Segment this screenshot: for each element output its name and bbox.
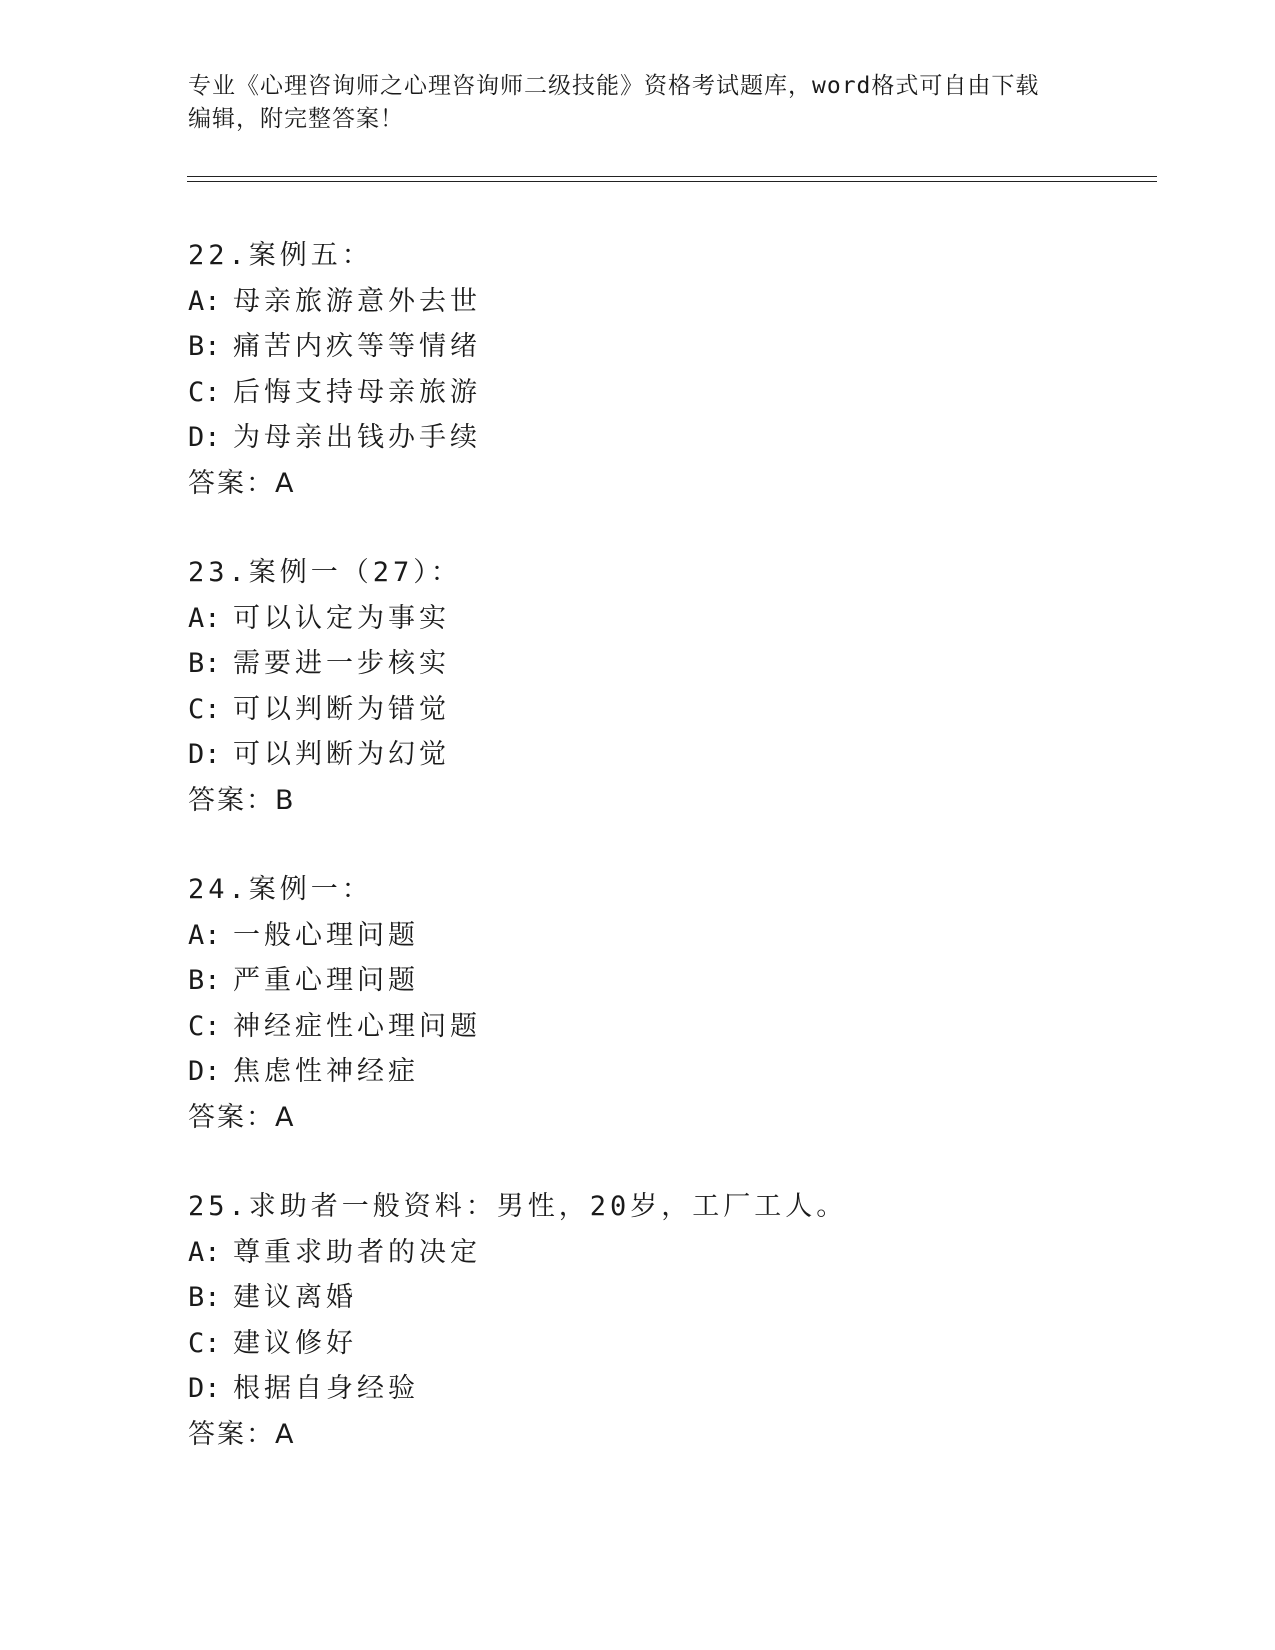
question-list bbox=[188, 233, 1148, 1457]
option-d bbox=[188, 1049, 1148, 1095]
option-b bbox=[188, 324, 1148, 370]
header-divider-top bbox=[187, 176, 1157, 177]
answer-line: 答案：B bbox=[188, 784, 296, 816]
option-letter: A: bbox=[188, 602, 221, 634]
option-letter: B: bbox=[188, 648, 221, 679]
option-text: 一般心理问题 bbox=[233, 919, 419, 951]
option-letter: C: bbox=[188, 376, 221, 408]
option-a bbox=[188, 596, 1148, 642]
option-text: 建议离婚 bbox=[233, 1282, 357, 1313]
option-a bbox=[188, 279, 1148, 325]
option-text: 焦虑性神经症 bbox=[233, 1056, 419, 1087]
header-line-2: 编辑，附完整答案！ bbox=[188, 106, 404, 132]
option-text: 需要进一步核实 bbox=[233, 648, 450, 679]
option-b bbox=[188, 641, 1148, 687]
option-letter: A: bbox=[188, 285, 221, 317]
document-header bbox=[188, 70, 1068, 136]
option-c bbox=[188, 1004, 1148, 1050]
option-letter: C: bbox=[188, 1010, 221, 1042]
option-text: 痛苦内疚等等情绪 bbox=[233, 331, 481, 362]
option-text: 可以判断为幻觉 bbox=[233, 739, 450, 770]
option-c bbox=[188, 687, 1148, 733]
option-letter: C: bbox=[188, 693, 221, 725]
option-c bbox=[188, 370, 1148, 416]
option-d bbox=[188, 1366, 1148, 1412]
option-a bbox=[188, 913, 1148, 959]
answer-line: 答案：A bbox=[188, 1418, 296, 1450]
option-a bbox=[188, 1230, 1148, 1276]
question-stem: 24.案例一： bbox=[188, 874, 373, 905]
question-24 bbox=[188, 867, 1148, 1140]
question-stem: 25.求助者一般资料：男性，20岁，工厂工人。 bbox=[188, 1191, 848, 1222]
option-text: 神经症性心理问题 bbox=[233, 1010, 481, 1042]
question-25 bbox=[188, 1184, 1148, 1457]
option-b bbox=[188, 958, 1148, 1004]
option-letter: B: bbox=[188, 1282, 221, 1313]
option-letter: B: bbox=[188, 965, 221, 996]
option-letter: D: bbox=[188, 1373, 221, 1404]
option-text: 严重心理问题 bbox=[233, 965, 419, 996]
option-text: 母亲旅游意外去世 bbox=[233, 285, 481, 317]
question-22 bbox=[188, 233, 1148, 506]
option-c bbox=[188, 1321, 1148, 1367]
option-letter: A: bbox=[188, 1236, 221, 1268]
option-text: 为母亲出钱办手续 bbox=[233, 422, 481, 453]
option-text: 后悔支持母亲旅游 bbox=[233, 376, 481, 408]
question-stem: 23.案例一（27）： bbox=[188, 557, 462, 588]
option-text: 根据自身经验 bbox=[233, 1373, 419, 1404]
question-23 bbox=[188, 550, 1148, 823]
option-letter: D: bbox=[188, 422, 221, 453]
option-d bbox=[188, 415, 1148, 461]
option-d bbox=[188, 732, 1148, 778]
option-text: 建议修好 bbox=[233, 1327, 357, 1359]
option-letter: A: bbox=[188, 919, 221, 951]
option-letter: B: bbox=[188, 331, 221, 362]
answer-line: 答案：A bbox=[188, 1101, 296, 1133]
option-letter: C: bbox=[188, 1327, 221, 1359]
question-stem: 22.案例五： bbox=[188, 240, 373, 271]
option-letter: D: bbox=[188, 739, 221, 770]
header-divider-bottom bbox=[187, 181, 1157, 182]
option-letter: D: bbox=[188, 1056, 221, 1087]
option-b bbox=[188, 1275, 1148, 1321]
option-text: 可以认定为事实 bbox=[233, 602, 450, 634]
answer-line: 答案：A bbox=[188, 467, 296, 499]
option-text: 尊重求助者的决定 bbox=[233, 1236, 481, 1268]
header-line-1: 专业《心理咨询师之心理咨询师二级技能》资格考试题库，word格式可自由下载 bbox=[188, 73, 1040, 99]
option-text: 可以判断为错觉 bbox=[233, 693, 450, 725]
